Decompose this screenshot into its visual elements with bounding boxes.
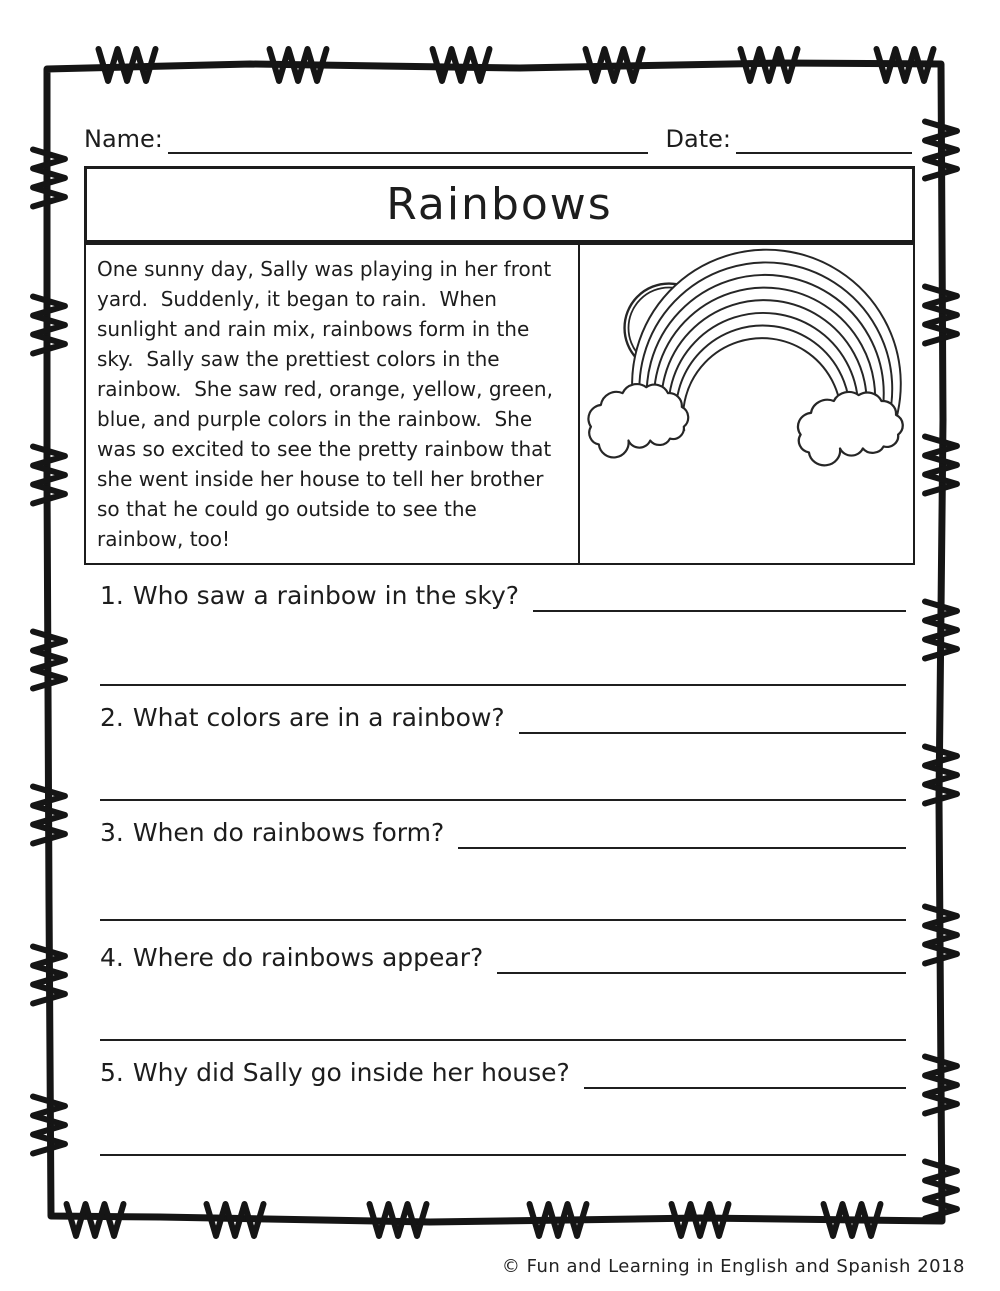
passage-text: One sunny day, Sally was playing in her front yard. Suddenly, it began to rain. When sunlight and rain mix, rainbows form in the sky. Sally saw the prettiest colors in the rainbow. She saw red, orange, yellow, green, blue, and purple colors in the rainbow. She was so excited to see the pretty rainbow that she went inside her house to tell her brother so that he could go outside to see the rainbow, too! [86, 245, 580, 563]
question-number: 1. [100, 581, 124, 610]
question-text: Who saw a rainbow in the sky? [132, 581, 520, 610]
question-number: 5. [100, 1058, 124, 1087]
footer-credit: © Fun and Learning in English and Spanish 2018 [501, 1256, 965, 1277]
title-box [84, 166, 915, 243]
question-4 [100, 934, 906, 974]
question-number: 2. [100, 703, 124, 732]
date-input-line[interactable] [736, 124, 912, 154]
question-2 [100, 694, 906, 734]
name-input-line[interactable] [168, 124, 648, 154]
answer-line-5-full[interactable] [100, 1154, 906, 1156]
answer-line-3-inline[interactable] [458, 817, 906, 849]
passage-illustration [580, 245, 913, 563]
answer-line-5-inline[interactable] [584, 1057, 906, 1089]
answer-line-1-full[interactable] [100, 684, 906, 686]
question-text: Why did Sally go inside her house? [132, 1058, 570, 1087]
question-3 [100, 809, 906, 849]
answer-line-2-inline[interactable] [519, 702, 906, 734]
page-title: Rainbows [386, 179, 613, 230]
question-text: What colors are in a rainbow? [132, 703, 505, 732]
rainbow-illustration [580, 245, 913, 563]
answer-line-1-inline[interactable] [533, 580, 906, 612]
name-label: Name: [84, 125, 163, 153]
question-1 [100, 572, 906, 612]
answer-line-3-full[interactable] [100, 919, 906, 921]
answer-line-4-inline[interactable] [497, 942, 906, 974]
cloud-icon-left [588, 384, 688, 457]
answer-line-2-full[interactable] [100, 799, 906, 801]
question-5 [100, 1049, 906, 1089]
question-number: 3. [100, 818, 124, 847]
question-text: When do rainbows form? [132, 818, 445, 847]
date-label: Date: [665, 125, 731, 153]
name-date-row [84, 116, 912, 154]
question-number: 4. [100, 943, 124, 972]
answer-line-4-full[interactable] [100, 1039, 906, 1041]
passage-box [84, 243, 915, 565]
question-text: Where do rainbows appear? [132, 943, 484, 972]
